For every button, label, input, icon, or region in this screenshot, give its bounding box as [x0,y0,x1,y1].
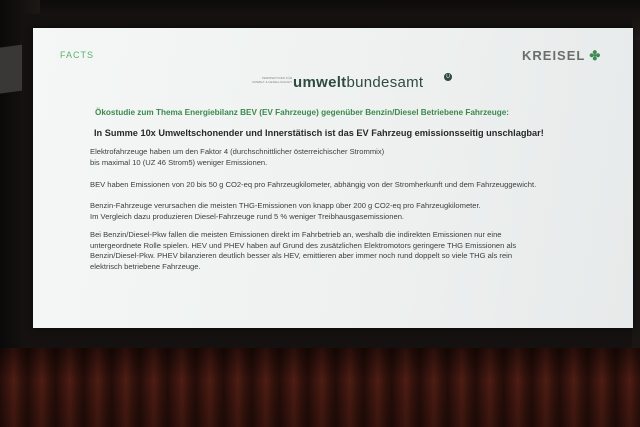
kreisel-logo-text: KREISEL [522,48,586,63]
paragraph-4 [90,230,620,272]
uba-badge-icon: U [444,73,452,81]
paragraph-3 [90,201,620,222]
paragraph-line: bis maximal 10 (UZ 46 Strom5) weniger Emissionen. [90,157,268,167]
paragraph-line: BEV haben Emissionen von 20 bis 50 g CO2-eq pro Fahrzeugkilometer, abhängig von der Stromherkunft und dem Fahrzeuggewicht. [90,180,537,189]
kreisel-logo [522,48,601,64]
wall-sign [0,44,24,93]
paragraph-line: Bei Benzin/Diesel-Pkw fallen die meisten Emissionen direkt im Fahrbetrieb an, weshalb die indirekten Emissionen nur eine [90,230,502,239]
slide-heading: Ökostudie zum Thema Energiebilanz BEV (EV Fahrzeuge) gegenüber Benzin/Diesel Betriebene Fahrzeuge: [95,108,510,117]
uba-logo-part1: umwelt [293,74,347,91]
uba-tagline-line: UMWELT & GESELLSCHAFT [251,79,292,84]
paragraph-line: elektrisch betriebene Fahrzeuge. [90,261,201,271]
uba-logo-part2: bundesamt [346,74,424,91]
paragraph-line: Benzin-Fahrzeuge verursachen die meisten THG-Emissionen von knapp über 200 g CO2-eq pro Fahrzeugkilometer. [90,201,481,210]
paragraph-line: Benzin/Diesel-Pkw. PHEV bilanzieren deutlich besser als HEV, emittieren aber immer noch rund doppelt so viele THG als rein [90,251,513,261]
uba-tagline-line: PERSPEKTIVEN FÜR [261,76,292,80]
projected-slide [33,28,633,328]
paragraph-2 [90,180,620,191]
paragraph-1 [90,147,620,168]
umweltbundesamt-logo [293,74,423,91]
paragraph-line: Im Vergleich dazu produzieren Diesel-Fahrzeuge rund 5 % weniger Treibhausgasemissionen. [90,211,405,221]
paragraph-line: untergeordnete Rolle spielen. HEV und PHEV haben auf Grund des zusätzlichen Elektromotors geringere THG Emissionen als [90,240,517,250]
section-label: FACTS [60,50,95,60]
leaf-icon: ✤ [589,48,602,63]
curtain-shadow [0,348,640,427]
slide-summary: In Summe 10x Umweltschonender und Innerstätisch ist das EV Fahrzeug emissionsseitig unschlagbar! [94,128,544,138]
uba-tagline [232,77,292,84]
paragraph-line: Elektrofahrzeuge haben um den Faktor 4 (durchschnittlicher österreichischer Strommix) [90,147,385,156]
